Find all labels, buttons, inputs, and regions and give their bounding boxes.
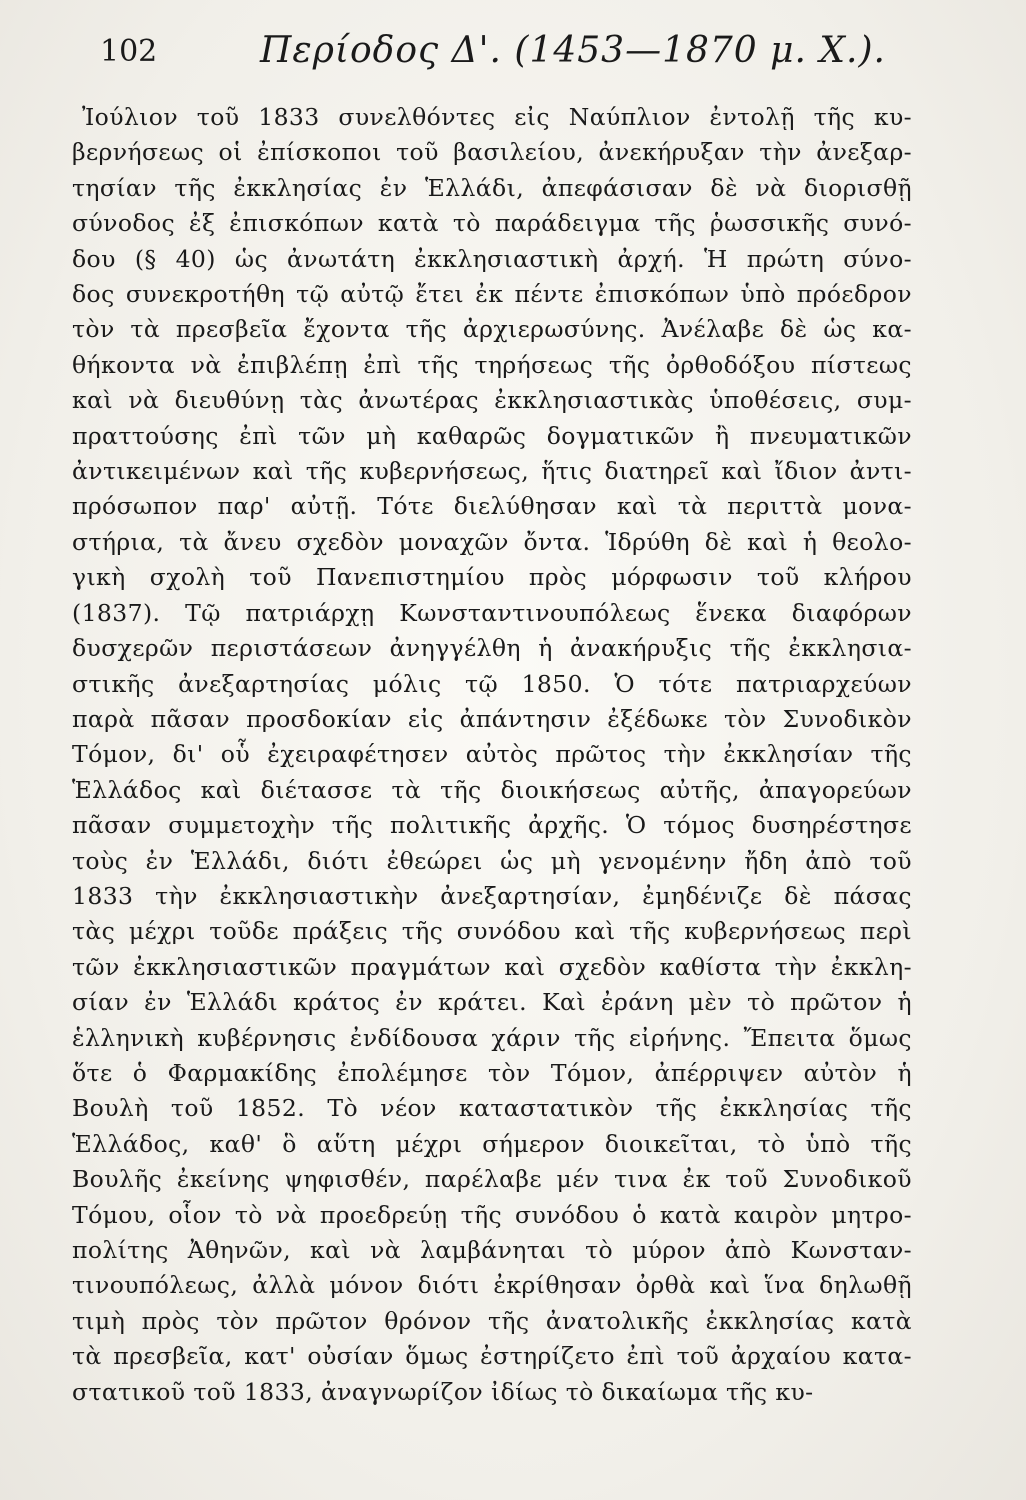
text-line: ὅτε ὁ Φαρμακίδης ἐπολέμησε τὸν Τόμον, ἀπέρριψεν αὐτὸν ἡ <box>72 1058 912 1087</box>
text-line: Ἑλλάδος, καθ' ὃ αὕτη μέχρι σήμερον διοικεῖται, τὸ ὑπὸ τῆς <box>72 1129 912 1158</box>
text-line: Ἰούλιον τοῦ 1833 συνελθόντες εἰς Ναύπλιον ἐντολῇ τῆς κυ- <box>82 103 912 131</box>
text-line: τὰ πρεσβεῖα, κατ' οὐσίαν ὅμως ἐστηρίζετο ἐπὶ τοῦ ἀρχαίου κατα- <box>72 1342 912 1371</box>
text-line: τὸν τὰ πρεσβεῖα ἔχοντα τῆς ἀρχιερωσύνης. Ἀνέλαβε δὲ ὡς κα- <box>72 315 912 344</box>
text-line: πρόσωπον παρ' αὐτῇ. Τότε διελύθησαν καὶ τὰ περιττὰ μονα- <box>72 492 912 521</box>
text-line: τὰς μέχρι τοῦδε πράξεις τῆς συνόδου καὶ τῆς κυβερνήσεως περὶ <box>72 917 912 946</box>
text-line: δος συνεκροτήθη τῷ αὐτῷ ἔτει ἐκ πέντε ἐπισκόπων ὑπὸ πρόεδρον <box>72 280 912 309</box>
text-line: ἀντικειμένων καὶ τῆς κυβερνήσεως, ἥτις διατηρεῖ καὶ ἴδιον ἀντι- <box>72 457 912 486</box>
text-line: γικὴ σχολὴ τοῦ Πανεπιστημίου πρὸς μόρφωσιν τοῦ κλήρου <box>72 563 912 592</box>
text-line: ἑλληνικὴ κυβέρνησις ἐνδίδουσα χάριν τῆς εἰρήνης. Ἔπειτα ὅμως <box>72 1023 912 1052</box>
text-line: σύνοδος ἐξ ἐπισκόπων κατὰ τὸ παράδειγμα τῆς ῥωσσικῆς συνό- <box>72 209 912 238</box>
running-title: Περίοδος Δ'. (1453—1870 μ. Χ.). <box>260 30 886 71</box>
text-line: στατικοῦ τοῦ 1833, ἀναγνωρίζον ἰδίως τὸ δικαίωμα τῆς κυ- <box>72 1377 814 1406</box>
text-line: Βουλὴ τοῦ 1852. Τὸ νέον καταστατικὸν τῆς ἐκκλησίας τῆς <box>72 1094 912 1123</box>
text-line: στήρια, τὰ ἄνευ σχεδὸν μοναχῶν ὄντα. Ἱδρύθη δὲ καὶ ἡ θεολο- <box>72 527 912 556</box>
page-number: 102 <box>100 34 158 69</box>
text-line: τοὺς ἐν Ἑλλάδι, διότι ἐθεώρει ὡς μὴ γενομένην ἤδη ἀπὸ τοῦ <box>72 846 912 875</box>
text-line: παρὰ πᾶσαν προσδοκίαν εἰς ἀπάντησιν ἐξέδωκε τὸν Συνοδικὸν <box>72 704 912 733</box>
text-line: τησίαν τῆς ἐκκλησίας ἐν Ἑλλάδι, ἀπεφάσισαν δὲ νὰ διορισθῇ <box>72 173 912 202</box>
text-line: στικῆς ἀνεξαρτησίας μόλις τῷ 1850. Ὁ τότε πατριαρχεύων <box>72 669 912 698</box>
text-line: Ἑλλάδος καὶ διέτασσε τὰ τῆς διοικήσεως αὐτῆς, ἀπαγορεύων <box>72 775 912 804</box>
text-line: δυσχερῶν περιστάσεων ἀνηγγέλθη ἡ ἀνακήρυξις τῆς ἐκκλησια- <box>72 634 912 663</box>
text-line: τιμὴ πρὸς τὸν πρῶτον θρόνον τῆς ἀνατολικῆς ἐκκλησίας κατὰ <box>72 1306 912 1335</box>
text-line: 1833 τὴν ἐκκλησιαστικὴν ἀνεξαρτησίαν, ἐμηδένιζε δὲ πάσας <box>72 881 912 910</box>
text-line: θήκοντα νὰ ἐπιβλέπῃ ἐπὶ τῆς τηρήσεως τῆς ὀρθοδόξου πίστεως <box>72 350 912 379</box>
text-line: τινουπόλεως, ἀλλὰ μόνον διότι ἐκρίθησαν ὀρθὰ καὶ ἵνα δηλωθῇ <box>72 1271 912 1300</box>
page-header <box>100 30 946 90</box>
text-line: πραττούσης ἐπὶ τῶν μὴ καθαρῶς δογματικῶν ἢ πνευματικῶν <box>72 421 912 450</box>
text-line: πᾶσαν συμμετοχὴν τῆς πολιτικῆς ἀρχῆς. Ὁ τόμος δυσηρέστησε <box>72 811 912 840</box>
text-line: τῶν ἐκκλησιαστικῶν πραγμάτων καὶ σχεδὸν καθίστα τὴν ἐκκλη- <box>72 952 912 981</box>
text-line: Τόμου, οἷον τὸ νὰ προεδρεύῃ τῆς συνόδου ὁ κατὰ καιρὸν μητρο- <box>72 1200 912 1229</box>
text-line: σίαν ἐν Ἑλλάδι κράτος ἐν κράτει. Καὶ ἐράνη μὲν τὸ πρῶτον ἡ <box>72 988 912 1017</box>
text-line: (1837). Τῷ πατριάρχῃ Κωνσταντινουπόλεως ἕνεκα διαφόρων <box>72 598 912 627</box>
text-line: Βουλῆς ἐκείνης ψηφισθέν, παρέλαβε μέν τινα ἐκ τοῦ Συνοδικοῦ <box>72 1165 912 1194</box>
text-line: δου (§ 40) ὡς ἀνωτάτη ἐκκλησιαστικὴ ἀρχή. Ἡ πρώτη σύνο- <box>72 244 912 273</box>
text-line: καὶ νὰ διευθύνῃ τὰς ἀνωτέρας ἐκκλησιαστικὰς ὑποθέσεις, συμ- <box>72 386 912 415</box>
text-line: Τόμον, δι' οὗ ἐχειραφέτησεν αὐτὸς πρῶτος τὴν ἐκκλησίαν τῆς <box>72 740 912 769</box>
text-line: βερνήσεως οἱ ἐπίσκοποι τοῦ βασιλείου, ἀνεκήρυξαν τὴν ἀνεξαρ- <box>72 138 912 167</box>
text-line: πολίτης Ἀθηνῶν, καὶ νὰ λαμβάνηται τὸ μύρον ἀπὸ Κωνσταν- <box>72 1236 912 1264</box>
body-text <box>72 100 912 1410</box>
